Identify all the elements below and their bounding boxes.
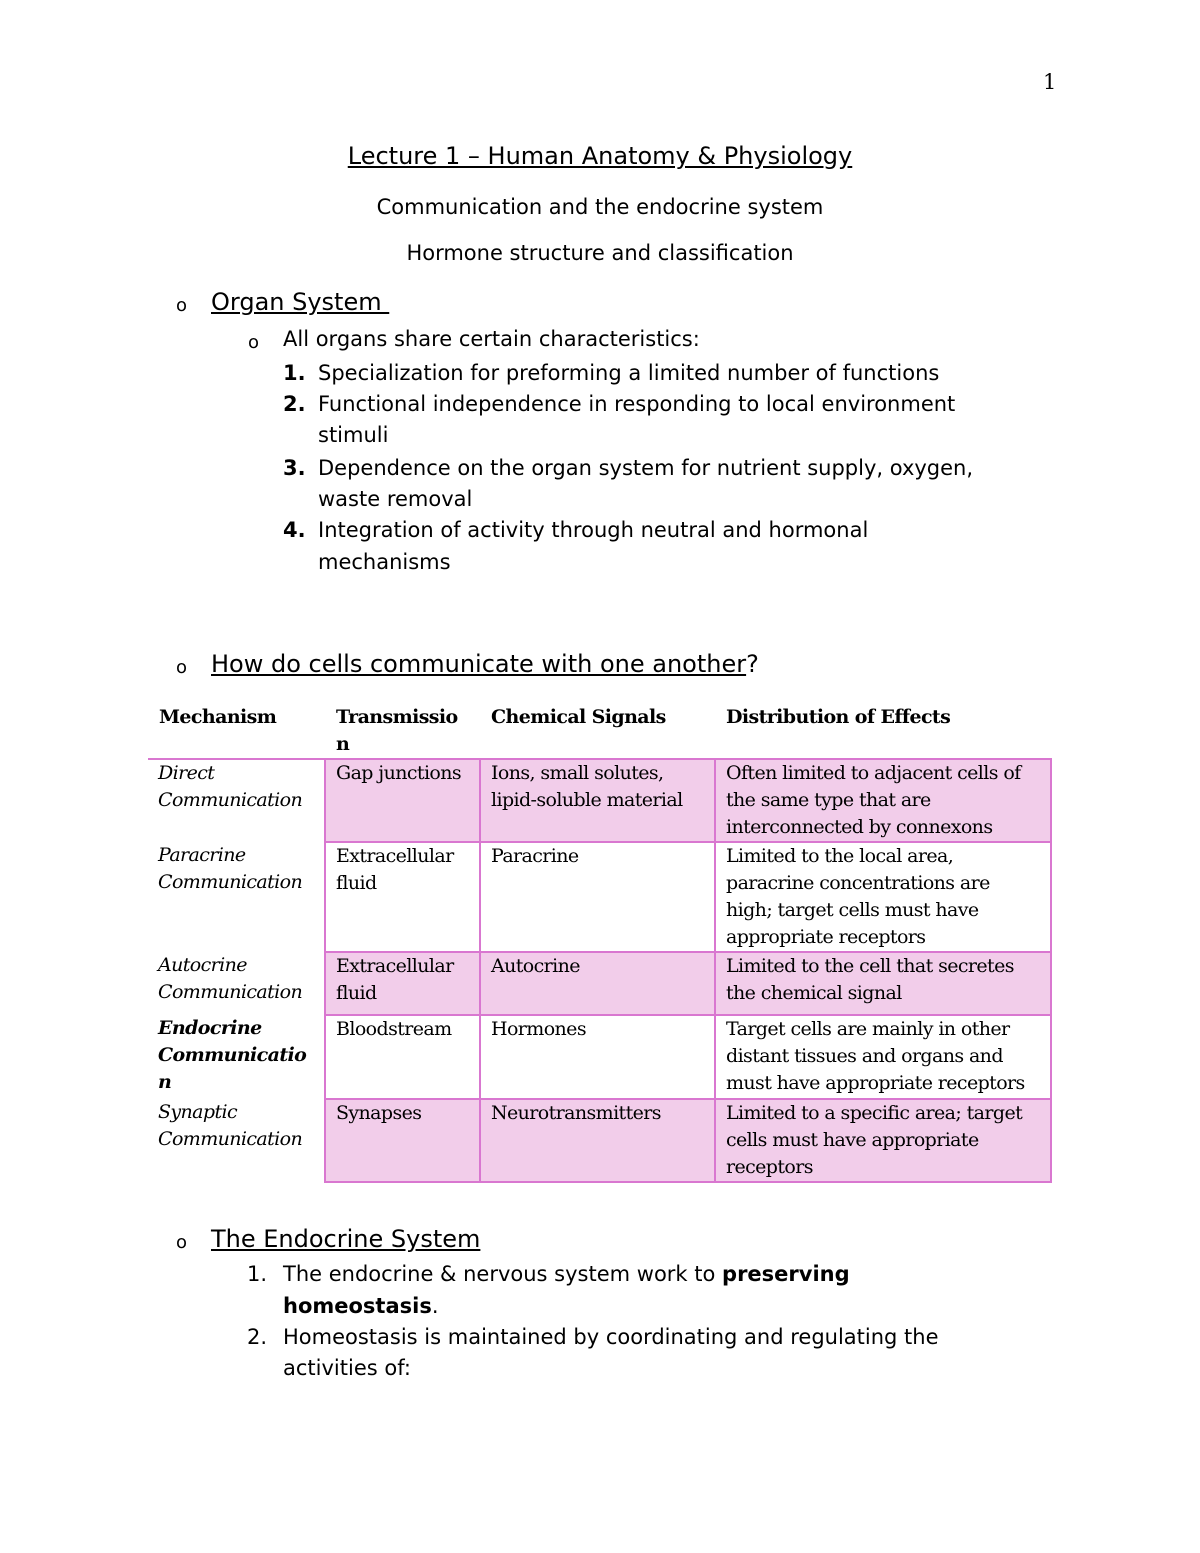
list-item-text: Integration of activity through neutral and hormonal: [318, 518, 869, 542]
table-row: [148, 759, 1051, 842]
subtitle-hormone: Hormone structure and classification: [406, 241, 794, 265]
cell-effects: Limited to the local area, paracrine concentrations are high; target cells must have appropriate receptors: [715, 842, 1051, 952]
page-number: 1: [1043, 70, 1057, 94]
section-heading-endocrine-system: The Endocrine System: [211, 1225, 481, 1253]
cell-mechanism: Synaptic Communication: [148, 1099, 325, 1182]
sub-bullet-icon: o: [248, 332, 260, 353]
cell-transmission: Gap junctions: [325, 759, 480, 842]
list-item: 3.: [283, 456, 306, 480]
list-item-text: The endocrine & nervous system work to preserving: [283, 1262, 850, 1286]
list-number: 1.: [247, 1262, 268, 1286]
list-item-text: mechanisms: [318, 550, 451, 574]
bullet-icon: o: [176, 1232, 188, 1253]
cell-effects: Target cells are mainly in other distant tissues and organs and must have appropriate receptors: [715, 1015, 1051, 1099]
list-item-text: Functional independence in responding to local environment: [318, 392, 956, 416]
cell-mechanism: Endocrine Communicatio n: [148, 1015, 325, 1099]
section-heading-cell-communication: How do cells communicate with one another?: [211, 650, 759, 678]
header-mechanism: Mechanism: [159, 706, 277, 728]
cell-transmission: Extracellular fluid: [325, 952, 480, 1015]
cell-effects: Limited to the cell that secretes the chemical signal: [715, 952, 1051, 1015]
list-number: 2.: [247, 1325, 268, 1349]
cell-signals: Autocrine: [480, 952, 715, 1015]
cell-signals: Ions, small solutes, lipid-soluble material: [480, 759, 715, 842]
cell-mechanism: Autocrine Communication: [148, 952, 325, 1015]
list-item-text: Specialization for preforming a limited number of functions: [318, 361, 940, 385]
document-title: Lecture 1 – Human Anatomy & Physiology: [347, 142, 853, 170]
list-item-text: waste removal: [318, 487, 473, 511]
cell-signals: Neurotransmitters: [480, 1099, 715, 1182]
bullet-icon: o: [176, 295, 188, 316]
list-item-text: Homeostasis is maintained by coordinating and regulating the: [283, 1325, 939, 1349]
table-row: [148, 1099, 1051, 1182]
list-item: 2.: [283, 392, 306, 416]
cell-effects: Often limited to adjacent cells of the same type that are interconnected by connexons: [715, 759, 1051, 842]
communication-table: [148, 700, 1052, 1183]
cell-signals: Hormones: [480, 1015, 715, 1099]
list-item: 1.: [283, 361, 306, 385]
list-item-text: activities of:: [283, 1356, 411, 1380]
table-header-row: [148, 700, 1051, 759]
cell-mechanism: Paracrine Communication: [148, 842, 325, 952]
list-item-text: Dependence on the organ system for nutrient supply, oxygen,: [318, 456, 974, 480]
list-item: 4.: [283, 518, 306, 542]
cell-mechanism: Direct Communication: [148, 759, 325, 842]
table-row: [148, 842, 1051, 952]
section-heading-organ-system: Organ System: [211, 288, 390, 316]
organ-characteristics-intro: All organs share certain characteristics:: [283, 327, 700, 351]
cell-effects: Limited to a specific area; target cells must have appropriate receptors: [715, 1099, 1051, 1182]
cell-signals: Paracrine: [480, 842, 715, 952]
header-distribution: Distribution of Effects: [726, 706, 951, 728]
table-row: [148, 1015, 1051, 1099]
cell-transmission: Bloodstream: [325, 1015, 480, 1099]
list-item-text: homeostasis.: [283, 1294, 439, 1318]
list-item-text: stimuli: [318, 423, 389, 447]
bullet-icon: o: [176, 657, 188, 678]
table-row: [148, 952, 1051, 1015]
header-transmission: Transmissio n: [336, 706, 458, 755]
cell-transmission: Synapses: [325, 1099, 480, 1182]
header-chemical-signals: Chemical Signals: [491, 706, 666, 728]
cell-transmission: Extracellular fluid: [325, 842, 480, 952]
subtitle-communication: Communication and the endocrine system: [376, 195, 824, 219]
